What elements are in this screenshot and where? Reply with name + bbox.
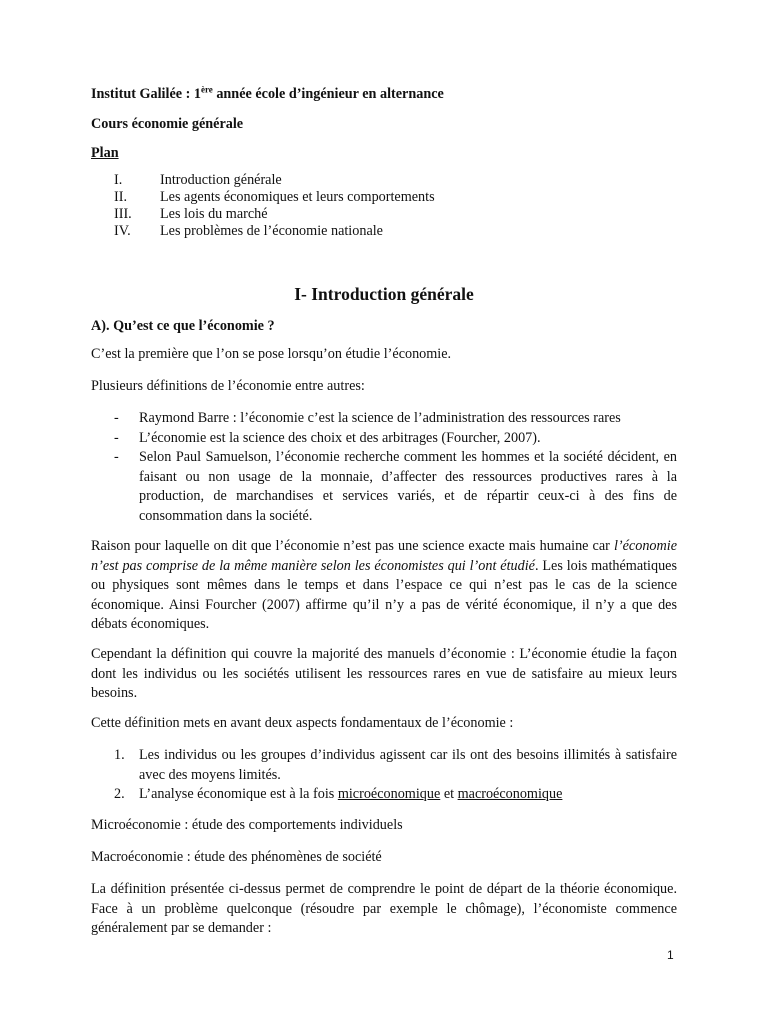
definitions-list	[114, 409, 677, 526]
list-item-text: L’analyse économique est à la fois	[139, 786, 338, 802]
header-text: Institut Galilée : 1	[91, 86, 201, 102]
list-item	[114, 448, 677, 526]
list-marker: -	[114, 449, 119, 465]
subsection-heading: A). Qu’est ce que l’économie ?	[91, 318, 275, 334]
plan-number: III.	[114, 206, 132, 222]
plan-label: Les problèmes de l’économie nationale	[160, 223, 383, 239]
paragraph-text: . Les lois mathématiques ou physiques sont mêmes dans le temps et dans l’espace ce qui n’est pas le cas de la science économique. Ainsi Fourcher (2007) affirme qu’il n’y a pas de vérité économique, il n’y a que des débats économiques.	[91, 557, 678, 632]
paragraph: Cependant la définition qui couvre la majorité des manuels d’économie : L’économie étudie la façon dont les individus ou les sociétés utilisent les ressources rares en vue de satisfaire au mieux leurs besoins.	[91, 646, 677, 701]
list-item-text: Les individus ou les groupes d’individus agissent car ils ont des besoins illimités à satisfaire avec des moyens limités.	[139, 747, 677, 783]
list-marker: 2.	[114, 786, 125, 802]
list-marker: -	[114, 429, 119, 446]
header-superscript: ère	[200, 84, 213, 95]
course-title: Cours économie générale	[91, 116, 244, 132]
plan-label: Les agents économiques et leurs comportements	[160, 189, 435, 205]
paragraph: La définition présentée ci-dessus permet de comprendre le point de départ de la théorie économique. Face à un problème quelconque (résoudre par exemple le chômage), l’économiste commence généralement par se demander :	[91, 881, 677, 936]
list-marker: -	[114, 410, 119, 426]
list-marker: 1.	[114, 747, 125, 763]
paragraph: Plusieurs définitions de l’économie entre autres:	[91, 378, 365, 394]
paragraph-italic: l’économie n’est pas comprise de la même manière selon les économistes qui l’ont étudié	[91, 538, 677, 574]
list-item	[114, 785, 677, 805]
macro-definition: Macroéconomie : étude des phénomènes de société	[91, 849, 382, 865]
list-item	[114, 429, 677, 449]
paragraph: Cette définition mets en avant deux aspects fondamentaux de l’économie :	[91, 715, 514, 731]
header-text-end: année école d’ingénieur en alternance	[212, 86, 444, 102]
plan-label: Les lois du marché	[160, 206, 268, 222]
macroeconomique-term: macroéconomique	[457, 786, 563, 802]
plan-item	[114, 223, 614, 240]
plan-heading: Plan	[91, 145, 119, 161]
plan-item	[114, 189, 614, 206]
plan-item	[114, 172, 614, 189]
section-title: I- Introduction générale	[294, 284, 474, 304]
aspects-list	[114, 746, 677, 805]
paragraph-text: Raison pour laquelle on dit que l’économie n’est pas une science exacte mais humaine car	[91, 538, 614, 554]
paragraph: C’est la première que l’on se pose lorsqu’on étudie l’économie.	[91, 346, 452, 362]
plan-label: Introduction générale	[160, 172, 282, 188]
page-number: 1	[667, 948, 674, 962]
header-line	[91, 86, 444, 103]
list-item-text: et	[440, 786, 458, 802]
plan-number: IV.	[114, 223, 131, 239]
list-item-text: Raymond Barre : l’économie c’est la science de l’administration des ressources rares	[139, 410, 621, 426]
plan-number: I.	[114, 172, 123, 188]
plan-list	[114, 172, 614, 240]
microeconomique-term: microéconomique	[337, 786, 441, 802]
list-item	[114, 746, 677, 785]
micro-definition: Microéconomie : étude des comportements individuels	[91, 817, 403, 833]
paragraph	[91, 537, 677, 635]
plan-number: II.	[114, 189, 127, 205]
list-item-text: Selon Paul Samuelson, l’économie recherche comment les hommes et la société décident, en faisant ou non usage de la monnaie, d’affecter des ressources productives rares à la production, de marchandises et services variés, et de répartir ceux-ci à des fins de consommation dans la société.	[139, 449, 677, 524]
plan-item	[114, 206, 614, 223]
list-item	[114, 409, 677, 429]
list-item-text: L’économie est la science des choix et des arbitrages (Fourcher, 2007).	[139, 429, 541, 446]
